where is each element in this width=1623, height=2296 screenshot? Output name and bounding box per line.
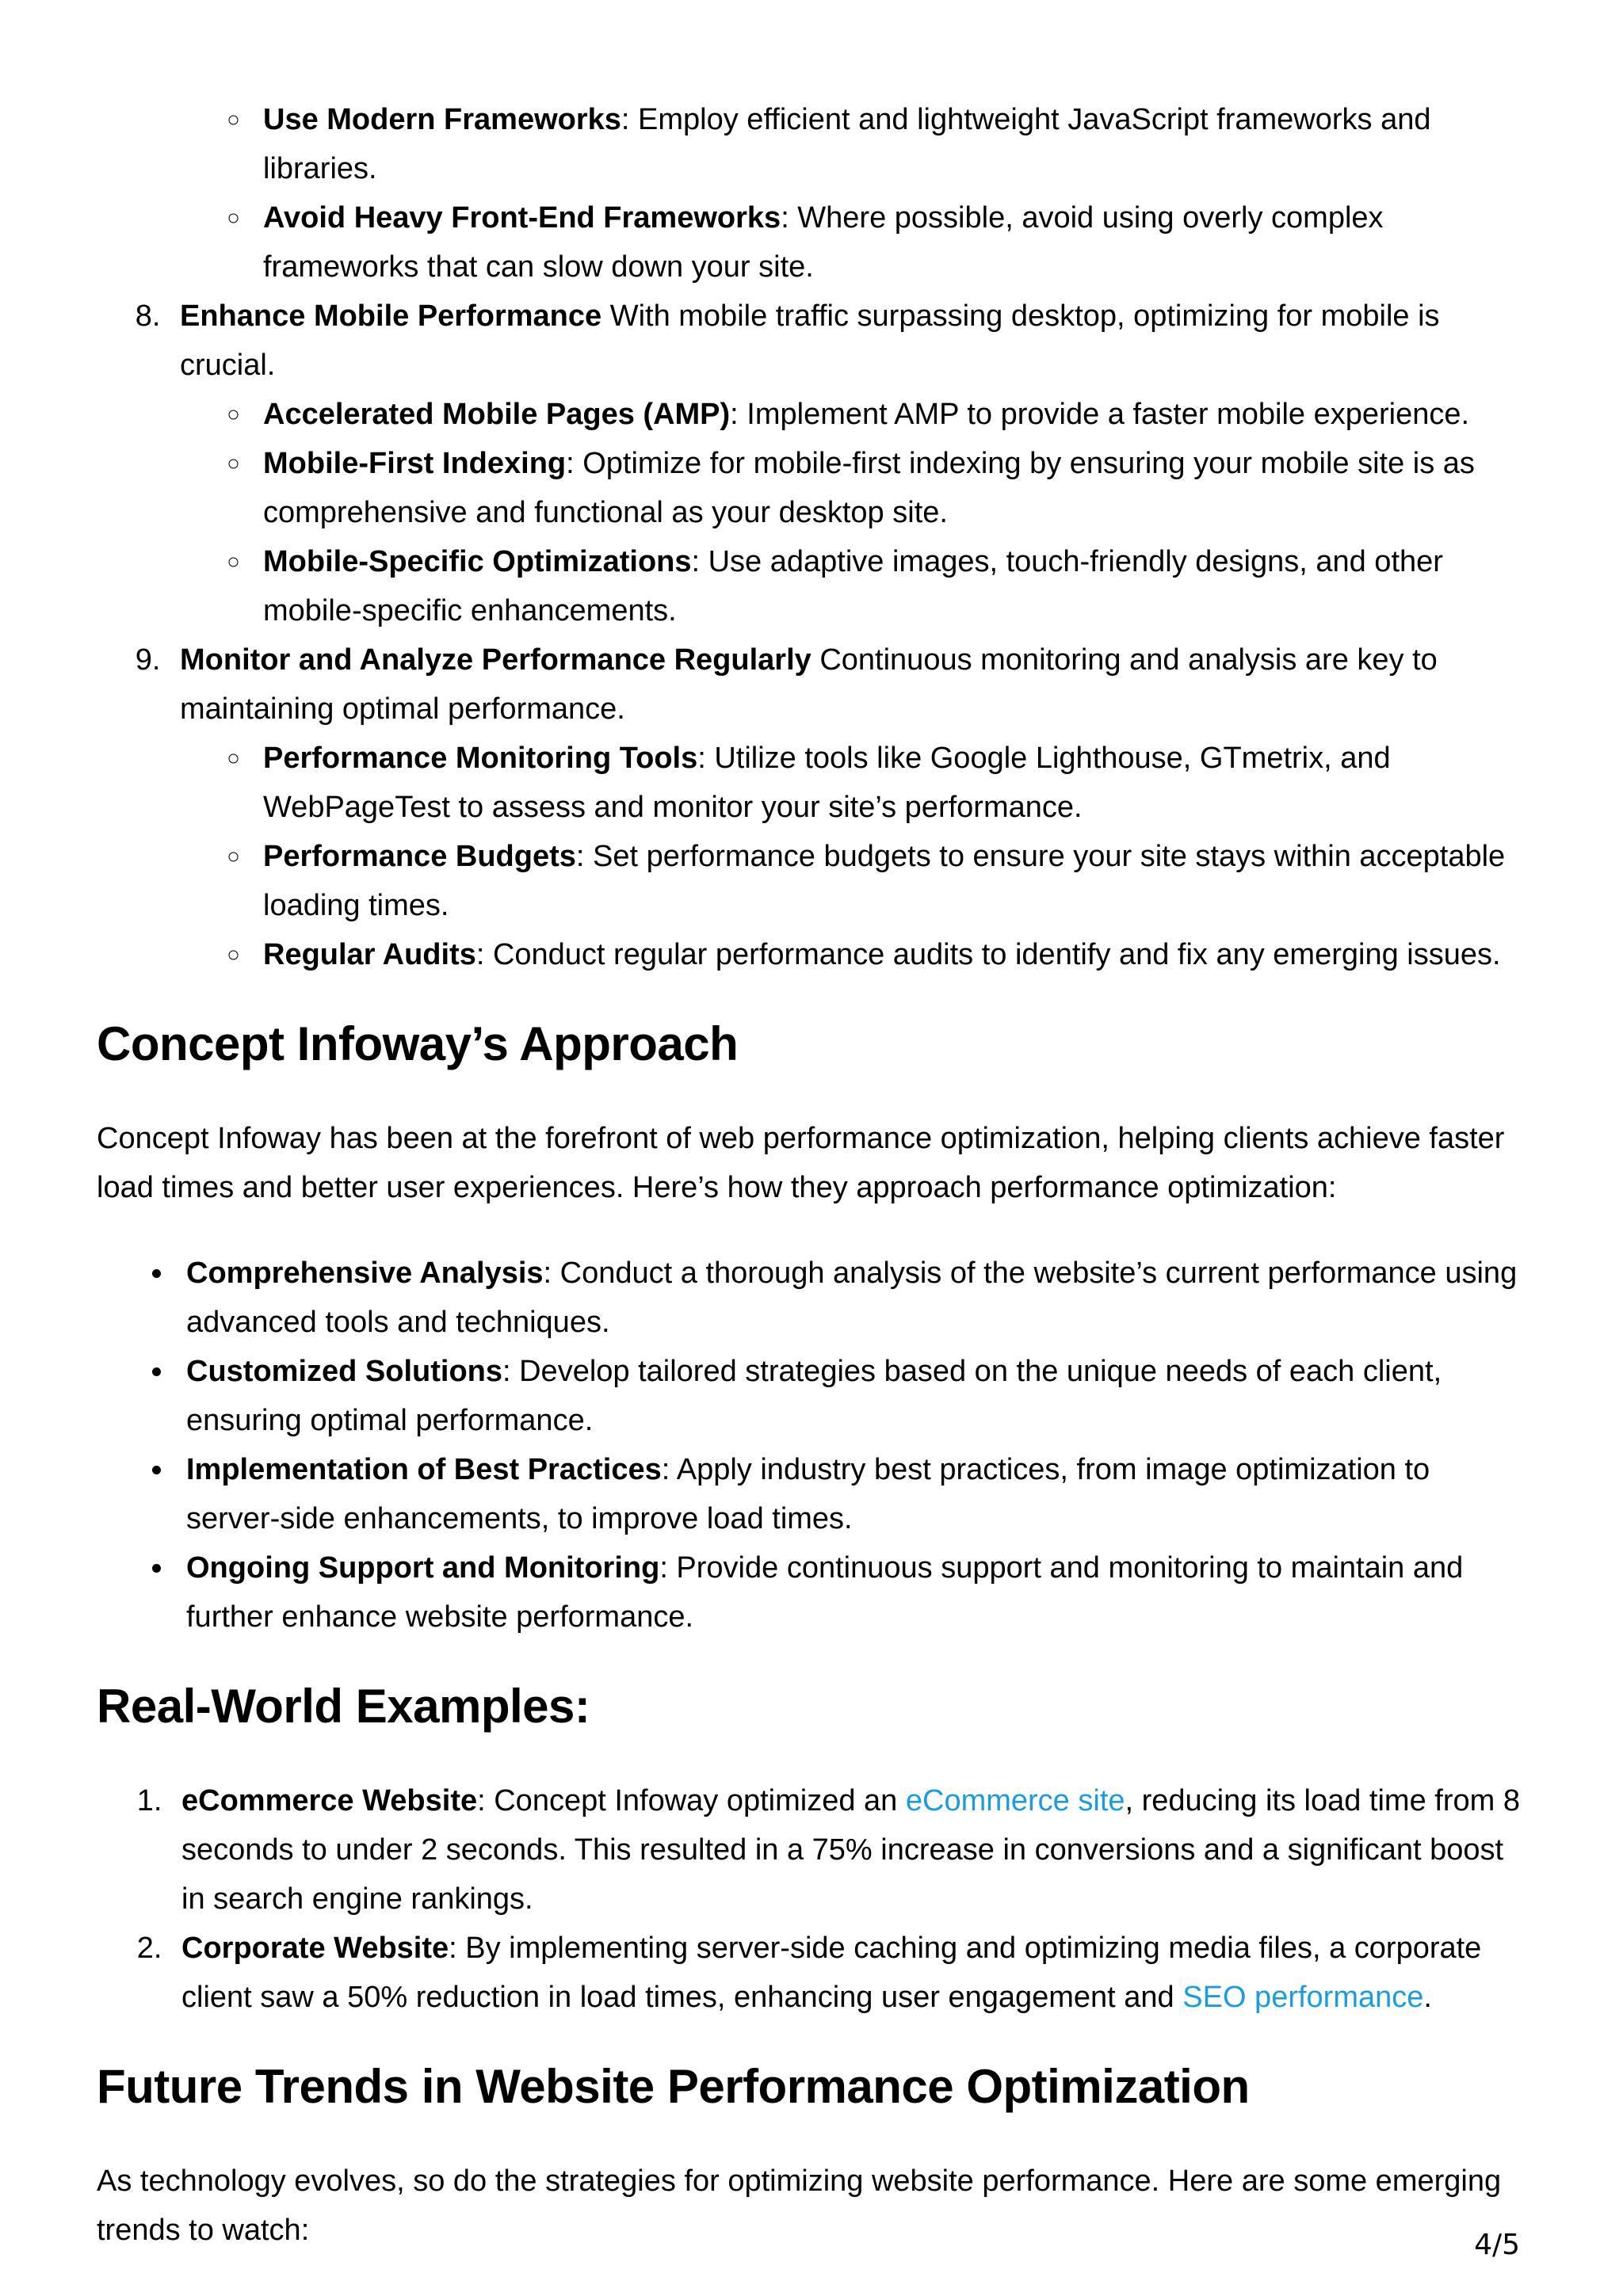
approach-intro-paragraph: Concept Infoway has been at the forefront of web performance optimization, helping clients achieve faster load times and better user experiences. Here’s how they approach performance optimization: [97, 1122, 1505, 1204]
term-label: Customized Solutions [186, 1355, 502, 1388]
page-number: 4/5 [1474, 2229, 1520, 2261]
list-item [175, 1347, 1529, 1445]
term-label: Implementation of Best Practices [186, 1453, 662, 1486]
list-item [175, 1249, 1529, 1347]
list-item [252, 537, 1529, 635]
term-text: : By implementing server-side caching and optimizing media files, a corporate client saw a 50% reduction in load times, enhancing user engagement and [181, 1932, 1482, 2014]
future-trends-intro-paragraph: As technology evolves, so do the strategies for optimizing website performance. Here are some emerging trends to watch: [97, 2164, 1502, 2247]
term-text: : Set performance budgets to ensure your site stays within acceptable loading times. [263, 840, 1506, 922]
term-text: : Apply industry best practices, from image optimization to server-side enhancements, to improve load times. [186, 1453, 1430, 1535]
term-label: Regular Audits [263, 938, 476, 971]
term-label: Performance Monitoring Tools [263, 742, 698, 775]
term-label: Ongoing Support and Monitoring [186, 1551, 660, 1585]
term-text: : Employ efficient and lightweight JavaScript frameworks and libraries. [263, 103, 1431, 185]
section-heading-approach: Concept Infoway’s Approach [97, 1017, 739, 1070]
list-item [169, 635, 1529, 979]
list-item [252, 930, 1529, 979]
seo-performance-link[interactable]: SEO performance [1182, 1981, 1424, 2014]
list-item [175, 1445, 1529, 1543]
term-label: Comprehensive Analysis [186, 1257, 544, 1290]
term-text: : Use adaptive images, touch-friendly designs, and other mobile-specific enhancements. [263, 545, 1443, 627]
term-text: : Conduct a thorough analysis of the website’s current performance using advanced tools and techniques. [186, 1257, 1518, 1339]
list-item [170, 1924, 1529, 2022]
term-text: . [1423, 1981, 1432, 2014]
term-text: : Develop tailored strategies based on the unique needs of each client, ensuring optimal performance. [186, 1355, 1442, 1437]
term-text: : Optimize for mobile-first indexing by ensuring your mobile site is as comprehensive and functional as your desktop site. [263, 447, 1475, 529]
monitoring-sublist [180, 734, 1529, 979]
term-text: : Conduct regular performance audits to identify and fix any emerging issues. [475, 938, 1501, 971]
optimization-steps-list [97, 292, 1529, 979]
list-item [252, 832, 1529, 930]
term-text: , reducing its load time from 8 seconds to under 2 seconds. This resulted in a 75% increase in conversions and a significant boost in search engine rankings. [181, 1784, 1520, 1916]
list-item [169, 292, 1529, 635]
term-text: With mobile traffic surpassing desktop, optimizing for mobile is crucial. [180, 299, 1440, 382]
list-item [252, 390, 1529, 439]
section-heading-examples: Real-World Examples: [97, 1680, 590, 1733]
list-item [175, 1543, 1529, 1642]
ecommerce-site-link[interactable]: eCommerce site [905, 1784, 1125, 1817]
term-label: Accelerated Mobile Pages (AMP) [263, 398, 731, 431]
examples-list [97, 1776, 1529, 2022]
list-item [252, 734, 1529, 832]
mobile-sublist [180, 390, 1529, 635]
term-label: Monitor and Analyze Performance Regularly [180, 643, 812, 677]
term-label: Performance Budgets [263, 840, 576, 873]
list-item [252, 193, 1529, 292]
term-text: : Provide continuous support and monitoring to maintain and further enhance website performance. [186, 1551, 1464, 1634]
term-label: eCommerce Website [181, 1784, 478, 1817]
term-text: : Implement AMP to provide a faster mobile experience. [730, 398, 1470, 431]
approach-list [97, 1249, 1529, 1642]
list-item [252, 95, 1529, 193]
term-text: : Concept Infoway optimized an [477, 1784, 906, 1817]
term-label: Corporate Website [181, 1932, 449, 1965]
term-label: Enhance Mobile Performance [180, 299, 602, 333]
list-item [170, 1776, 1529, 1924]
term-label: Use Modern Frameworks [263, 103, 621, 136]
term-label: Mobile-Specific Optimizations [263, 545, 692, 578]
term-text: : Utilize tools like Google Lighthouse, GTmetrix, and WebPageTest to assess and monitor your site’s performance. [263, 742, 1391, 824]
list-item [252, 439, 1529, 537]
frameworks-sublist [97, 95, 1529, 292]
term-label: Avoid Heavy Front-End Frameworks [263, 201, 781, 235]
term-label: Mobile-First Indexing [263, 447, 567, 480]
term-text: : Where possible, avoid using overly complex frameworks that can slow down your site. [263, 201, 1384, 284]
term-text: Continuous monitoring and analysis are key to maintaining optimal performance. [180, 643, 1438, 726]
section-heading-future-trends: Future Trends in Website Performance Optimization [97, 2060, 1250, 2113]
